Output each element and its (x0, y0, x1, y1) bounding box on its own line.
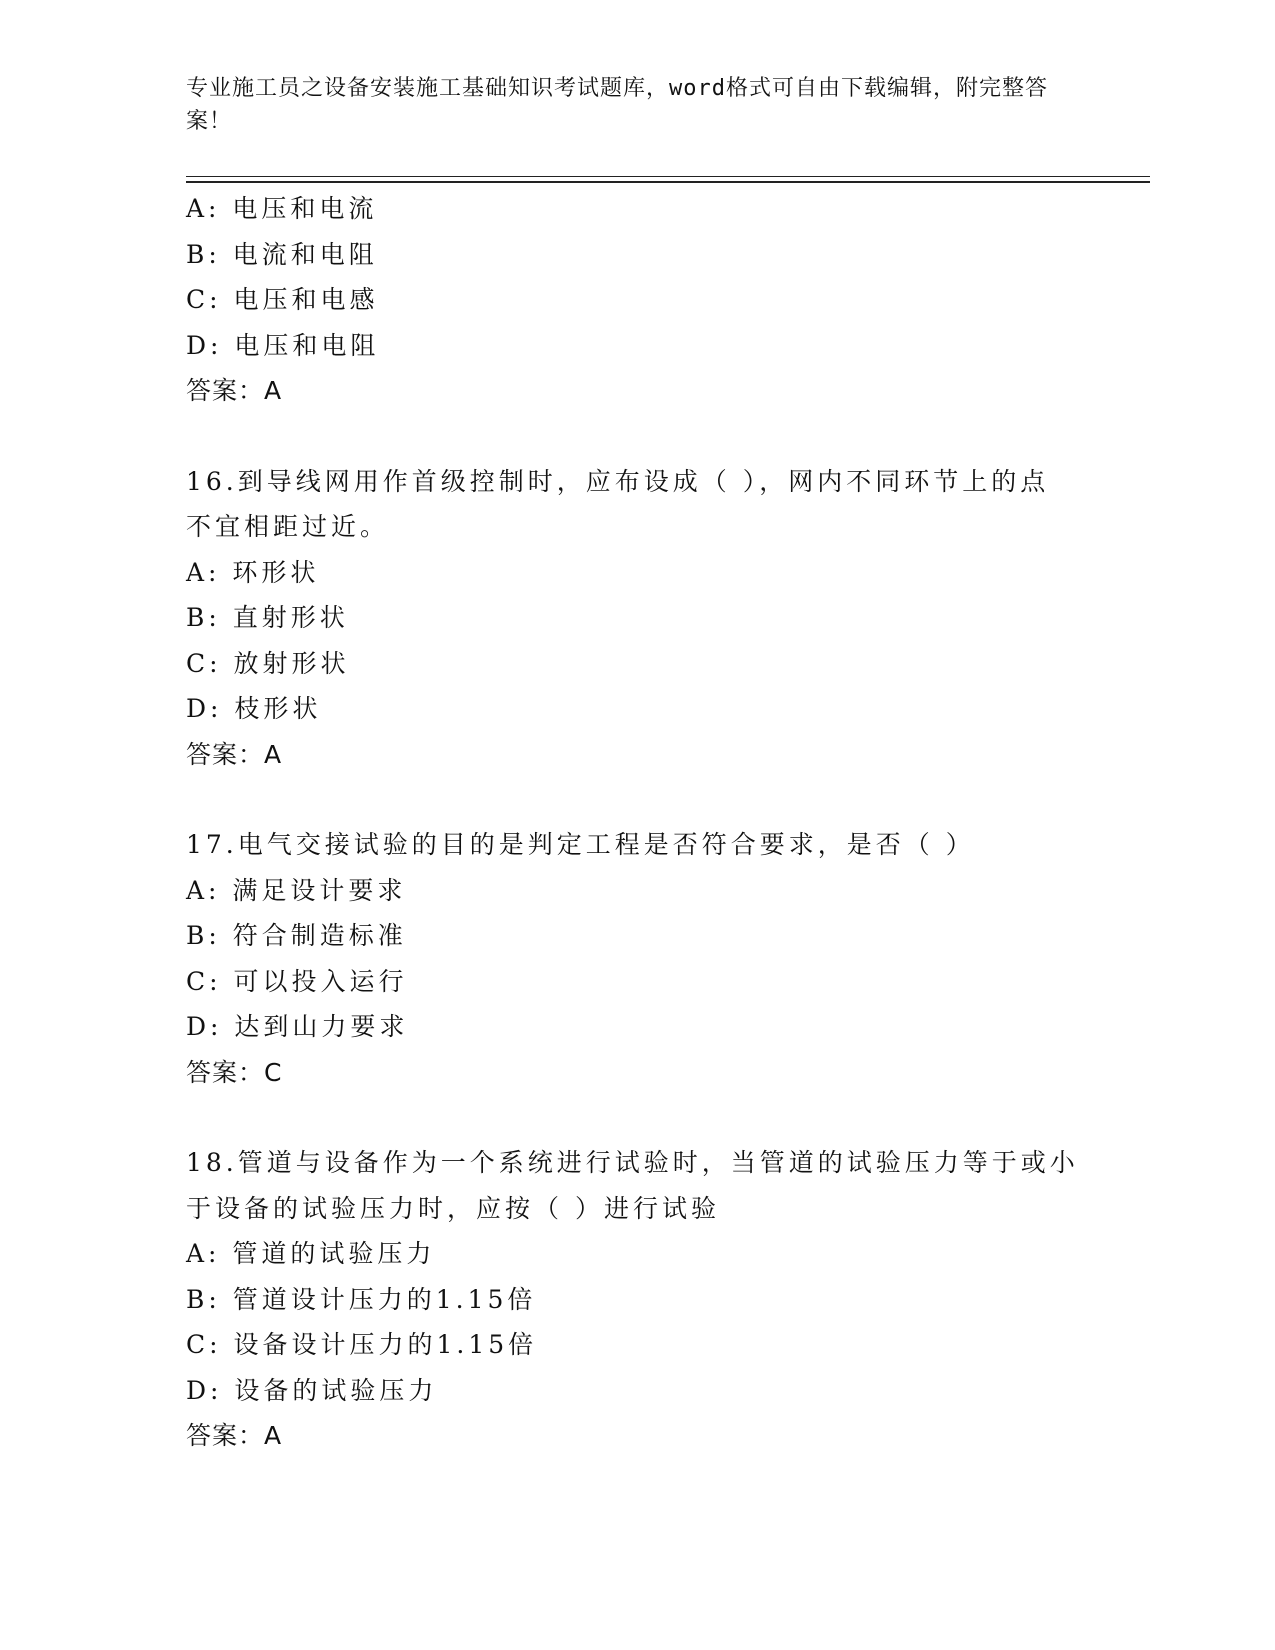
option-c: C: 放射形状 (186, 648, 350, 678)
header-divider-thick (186, 181, 1150, 183)
option-b: B: 电流和电阻 (186, 239, 378, 269)
option-d: D: 设备的试验压力 (186, 1375, 438, 1405)
question-15-continued (186, 186, 1086, 414)
question-stem: 16.到导线网用作首级控制时，应布设成（ ），网内不同环节上的点 (186, 466, 1050, 496)
answer-line: 答案：A (186, 376, 283, 405)
question-16 (186, 459, 1086, 778)
question-stem-continued: 不宜相距过近。 (186, 512, 390, 541)
question-list (186, 186, 1086, 1459)
option-a: A: 电压和电流 (186, 194, 378, 223)
page-header-title: 专业施工员之设备安装施工基础知识考试题库，word格式可自由下载编辑，附完整答案！ (186, 76, 1048, 134)
option-c: C: 电压和电感 (186, 285, 379, 314)
question-stem-continued: 于设备的试验压力时，应按（ ）进行试验 (186, 1193, 720, 1223)
option-b: B: 直射形状 (186, 603, 349, 632)
question-stem: 18.管道与设备作为一个系统进行试验时，当管道的试验压力等于或小 (186, 1148, 1079, 1177)
option-c: C: 可以投入运行 (186, 966, 408, 996)
option-c: C: 设备设计压力的1.15倍 (186, 1330, 538, 1359)
answer-line: 答案：A (186, 739, 283, 769)
option-d: D: 电压和电阻 (186, 330, 380, 360)
option-d: D: 达到山力要求 (186, 1012, 409, 1041)
option-d: D: 枝形状 (186, 694, 322, 723)
option-a: A: 管道的试验压力 (186, 1239, 436, 1268)
option-b: B: 符合制造标准 (186, 921, 407, 950)
option-b: B: 管道设计压力的1.15倍 (186, 1284, 537, 1314)
option-a: A: 环形状 (186, 557, 320, 587)
answer-line: 答案：C (186, 1057, 283, 1087)
option-a: A: 满足设计要求 (186, 875, 407, 905)
header-divider-thin (186, 176, 1150, 177)
question-17 (186, 822, 1086, 1095)
question-18 (186, 1140, 1086, 1459)
answer-line: 答案：A (186, 1421, 283, 1450)
question-stem: 17.电气交接试验的目的是判定工程是否符合要求，是否（ ） (186, 830, 975, 859)
